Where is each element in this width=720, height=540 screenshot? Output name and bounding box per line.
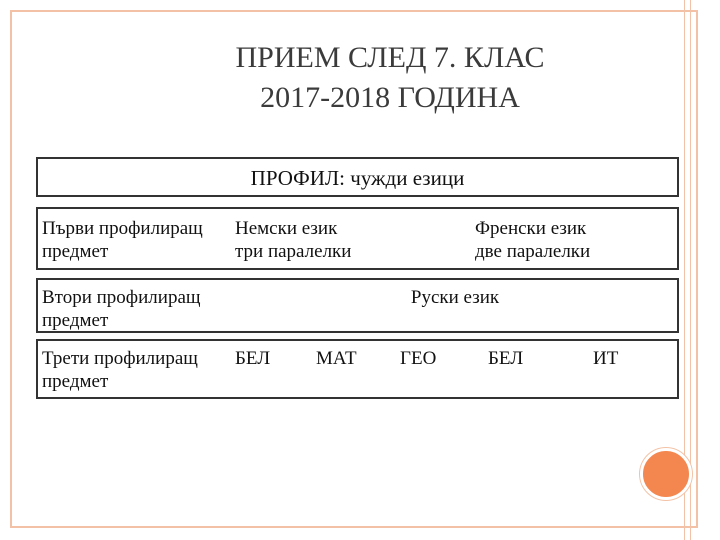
row1-german: Немски език три паралелки: [235, 218, 352, 262]
subject-bel-2: БЕЛ: [488, 348, 524, 369]
row1-french: Френски език две паралелки: [475, 218, 591, 262]
row-second-subject: [36, 278, 679, 333]
title-line-1: ПРИЕМ СЛЕД 7. КЛАС: [235, 41, 545, 74]
profile-header: ПРОФИЛ: чужди езици: [250, 166, 465, 190]
subject-it: ИТ: [593, 348, 619, 369]
profile-header-box: [36, 157, 679, 197]
row-first-subject: [36, 207, 679, 270]
row1-label: Първи профилиращ предмет: [42, 218, 203, 262]
slide-title: [150, 38, 630, 118]
subject-geo: ГЕО: [400, 348, 437, 369]
decor-circle: [640, 448, 692, 500]
title-line-2: 2017-2018 ГОДИНА: [260, 81, 520, 114]
row3-label: Трети профилиращ предмет: [42, 348, 198, 392]
row-third-subject: [36, 339, 679, 399]
decor-line-2: [690, 0, 691, 540]
subject-bel-1: БЕЛ: [235, 348, 271, 369]
subject-mat: МАТ: [316, 348, 357, 369]
row2-russian: Руски език: [410, 287, 500, 308]
row2-label: Втори профилиращ предмет: [42, 287, 201, 331]
